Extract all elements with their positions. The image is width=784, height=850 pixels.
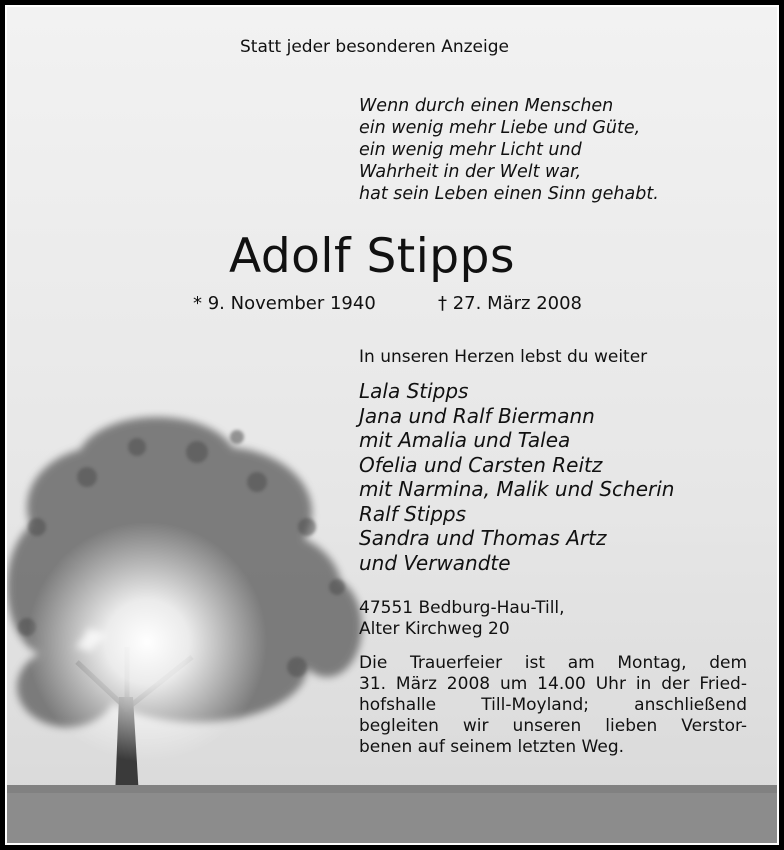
poem-line: Wenn durch einen Menschen <box>359 96 614 116</box>
family-member: Ofelia und Carsten Reitz <box>359 452 603 477</box>
address-line: Alter Kirchweg 20 <box>359 619 510 639</box>
poem <box>359 95 659 205</box>
poem-line: hat sein Leben einen Sinn gehabt. <box>359 184 659 204</box>
notice-line: begleiten wir unseren lieben Verstor- <box>359 716 747 736</box>
funeral-notice <box>359 653 747 758</box>
ground <box>7 785 779 845</box>
family-member: mit Amalia und Talea <box>359 428 571 452</box>
notice-line: hofshalle Till-Moyland; anschließend <box>359 695 747 715</box>
family-list <box>359 379 674 575</box>
family-member: Sandra und Thomas Artz <box>359 526 607 550</box>
family-member: Jana und Ralf Biermann <box>359 403 595 428</box>
poem-line: ein wenig mehr Liebe und Güte, <box>359 118 641 138</box>
obituary-card <box>5 5 779 845</box>
notice-line: Die Trauerfeier ist am Montag, dem <box>359 653 747 673</box>
family-member: Lala Stipps <box>359 379 469 403</box>
notice-line: 31. März 2008 um 14.00 Uhr in der Fried- <box>359 674 747 694</box>
family-member: Ralf Stipps <box>359 501 467 526</box>
birth-date: * 9. November 1940 <box>193 293 376 314</box>
address <box>359 598 565 640</box>
heading: Statt jeder besonderen Anzeige <box>240 37 509 57</box>
family-member: und Verwandte <box>359 550 511 575</box>
poem-line: ein wenig mehr Licht und <box>359 140 582 160</box>
sun-glow <box>27 522 267 762</box>
notice-line: benen auf seinem letzten Weg. <box>359 737 625 757</box>
address-line: 47551 Bedburg-Hau-Till, <box>359 598 565 618</box>
poem-line: Wahrheit in der Welt war, <box>359 162 582 182</box>
death-date: † 27. März 2008 <box>438 293 583 314</box>
family-member: mit Narmina, Malik und Scherin <box>359 477 675 501</box>
intro-line: In unseren Herzen lebst du weiter <box>359 347 648 367</box>
deceased-name: Adolf Stipps <box>229 229 515 284</box>
